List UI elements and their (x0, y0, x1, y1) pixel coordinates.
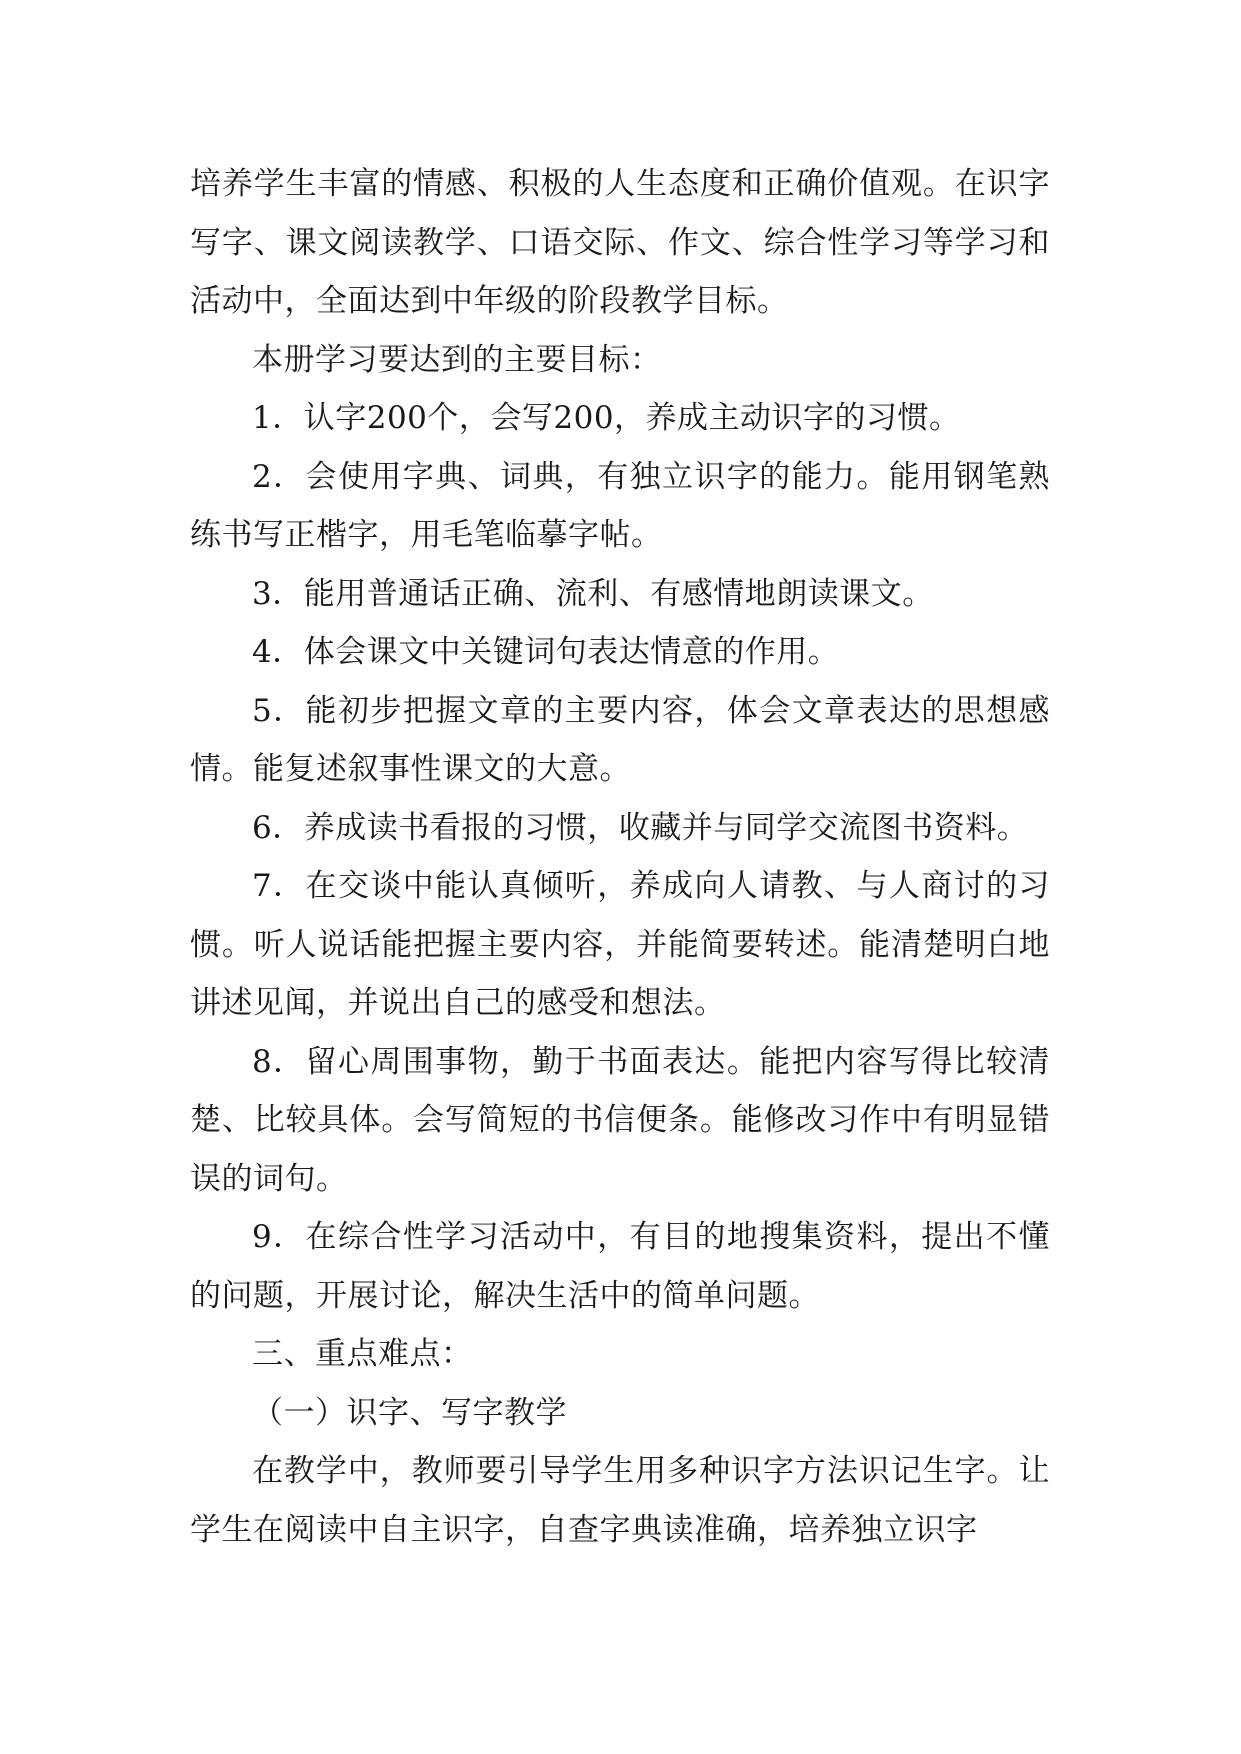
goal-item-7: 7．在交谈中能认真倾听，养成向人请教、与人商讨的习惯。听人说话能把握主要内容，并能简要转述。能清楚明白地讲述见闻，并说出自己的感受和想法。 (190, 868, 1050, 1021)
goal-item-8: 8．留心周围事物，勤于书面表达。能把内容写得比较清楚、比较具体。会写简短的书信便条。能修改习作中有明显错误的词句。 (190, 1043, 1050, 1197)
document-body (190, 155, 1050, 1559)
paragraph-literacy-teaching: 在教学中，教师要引导学生用多种识字方法识记生字。让学生在阅读中自主识字，自查字典读准确，培养独立识字 (190, 1453, 1050, 1548)
paragraph-goals-intro: 本册学习要达到的主要目标： (252, 341, 662, 378)
goal-item-6: 6．养成读书看报的习惯，收藏并与同学交流图书资料。 (252, 809, 1029, 846)
subsection-heading-literacy: （一）识字、写字教学 (252, 1394, 567, 1431)
goal-item-4: 4．体会课文中关键词句表达情意的作用。 (252, 634, 840, 670)
goal-item-1: 1．认字200个，会写200，养成主动识字的习惯。 (252, 400, 961, 436)
goal-item-5: 5．能初步把握文章的主要内容，体会文章表达的思想感情。能复述叙事性课文的大意。 (190, 692, 1050, 787)
goal-item-9: 9．在综合性学习活动中，有目的地搜集资料，提出不懂的问题，开展讨论，解决生活中的简单问题。 (190, 1219, 1050, 1314)
goal-item-3: 3．能用普通话正确、流利、有感情地朗读课文。 (252, 575, 934, 612)
paragraph-continuation: 培养学生丰富的情感、积极的人生态度和正确价值观。在识字写字、课文阅读教学、口语交际、作文、综合性学习等学习和活动中，全面达到中年级的阶段教学目标。 (190, 166, 1050, 319)
section-heading-key-points: 三、重点难点： (252, 1336, 473, 1372)
goal-item-2: 2．会使用字典、词典，有独立识字的能力。能用钢笔熟练书写正楷字，用毛笔临摹字帖。 (190, 458, 1050, 553)
